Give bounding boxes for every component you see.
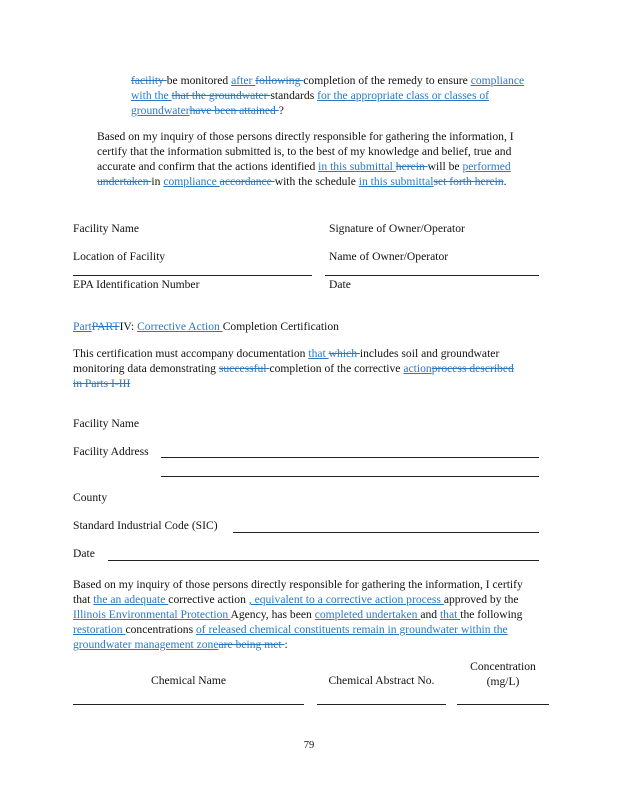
deleted-text: which [328,347,360,360]
inserted-text: Part [73,320,92,333]
text-run: Agency, has been [230,608,315,621]
text-run: in [151,175,164,188]
deleted-text: undertaken [97,175,152,188]
inserted-text: Corrective Action [137,320,223,333]
deleted-text: successful [218,362,270,375]
para-2-line-3 [97,159,511,174]
facility-address-line-2[interactable] [161,476,539,477]
para-3-line-1 [73,346,499,361]
para-4-line-4 [73,622,508,637]
form-county-label: County [73,491,108,504]
inserted-text: Illinois Environmental Protection [73,608,231,621]
table-header-units: (mg/L) [486,675,520,688]
deleted-text: in Parts I-III [73,377,131,390]
text-run: . [503,175,507,188]
deleted-text: that the groundwater [171,89,271,102]
para-1-line-1 [131,73,524,88]
deleted-text: have been attained [189,104,279,117]
sig-owner-name-label: Name of Owner/Operator [329,250,449,263]
para-2-line-4 [97,174,507,189]
table-header-chemical-name: Chemical Name [150,674,226,687]
deleted-text: accordance [219,175,275,188]
sig-line-right [325,275,539,276]
text-run: that [73,593,94,606]
table-header-concentration: Concentration [470,660,536,673]
text-run: : [284,638,288,651]
inserted-text: after [231,74,256,87]
para-4-line-2 [73,592,519,607]
text-run: will be [427,160,463,173]
deleted-text: PART [91,320,120,333]
deleted-text: facility [131,74,167,87]
inserted-text: that [308,347,329,360]
sig-facility-name-label: Facility Name [73,222,140,235]
para-4-line-3 [73,607,522,622]
part-iv-heading [73,319,339,334]
text-run: standards [270,89,318,102]
table-line-col-2[interactable] [317,704,446,705]
form-facility-address-label: Facility Address [73,445,149,458]
text-run: the following [460,608,523,621]
inserted-text: groundwater [131,104,190,117]
sig-signature-label: Signature of Owner/Operator [329,222,465,235]
text-run: with the schedule [274,175,359,188]
para-3-line-2 [73,361,514,376]
inserted-text: for the appropriate class or classes of [317,89,490,102]
para-3-line-3 [73,376,130,391]
para-1-line-3 [131,103,284,118]
inserted-text: undertaken [365,608,421,621]
inserted-text: the an adequate [93,593,169,606]
inserted-text: compliance [470,74,525,87]
facility-address-line-1[interactable] [161,457,539,458]
inserted-text: groundwater management zone [73,638,219,651]
inserted-text: completed [314,608,366,621]
text-run: be monitored [166,74,232,87]
sig-epa-id-label: EPA Identification Number [73,278,200,291]
deleted-text: herein [395,160,428,173]
para-2-line-1: Based on my inquiry of those persons directly responsible for gathering the information, I [97,130,514,143]
deleted-text: process described [431,362,514,375]
inserted-text: , equivalent to a corrective action process [248,593,444,606]
inserted-text: in this submittal [318,160,396,173]
sic-line[interactable] [233,532,539,533]
deleted-text: set forth herein [433,175,504,188]
text-run: ? [278,104,284,117]
inserted-text: performed [462,160,511,173]
text-run: This certification must accompany documentation [73,347,309,360]
text-run: approved by the [443,593,519,606]
sig-location-label: Location of Facility [73,250,166,263]
sig-line-left [73,275,312,276]
text-run: monitoring data demonstrating [73,362,219,375]
text-run: accurate and confirm that the actions identified [97,160,319,173]
inserted-text: with the [131,89,172,102]
date-line[interactable] [108,560,539,561]
inserted-text: in this submittal [358,175,434,188]
text-run: IV: [119,320,138,333]
deleted-text: following [255,74,304,87]
text-run: Completion Certification [222,320,339,333]
para-4-line-1: Based on my inquiry of those persons directly responsible for gathering the information, I certify [73,578,523,591]
form-date-label: Date [73,547,95,560]
inserted-text: that [439,608,461,621]
text-run: includes soil and groundwater [359,347,500,360]
inserted-text: compliance [163,175,220,188]
table-line-col-3[interactable] [457,704,549,705]
text-run: corrective action [168,593,249,606]
page-number: 79 [303,740,315,751]
inserted-text: action [403,362,432,375]
table-header-abstract-no: Chemical Abstract No. [328,674,435,687]
text-run: concentrations [125,623,196,636]
table-line-col-1[interactable] [73,704,304,705]
para-4-line-5 [73,637,288,652]
sig-date-label: Date [329,278,351,291]
deleted-text: are being met [218,638,285,651]
text-run: completion of the remedy to ensure [303,74,471,87]
form-sic-label: Standard Industrial Code (SIC) [73,519,218,532]
para-2-line-2: certify that the information submitted is, to the best of my knowledge and belief, true and [97,145,512,158]
form-facility-name-label: Facility Name [73,417,140,430]
inserted-text: restoration [73,623,126,636]
para-1-line-2 [131,88,489,103]
inserted-text: of released chemical constituents remain in groundwater within the [196,623,508,636]
text-run: completion of the corrective [269,362,404,375]
text-run: and [420,608,440,621]
